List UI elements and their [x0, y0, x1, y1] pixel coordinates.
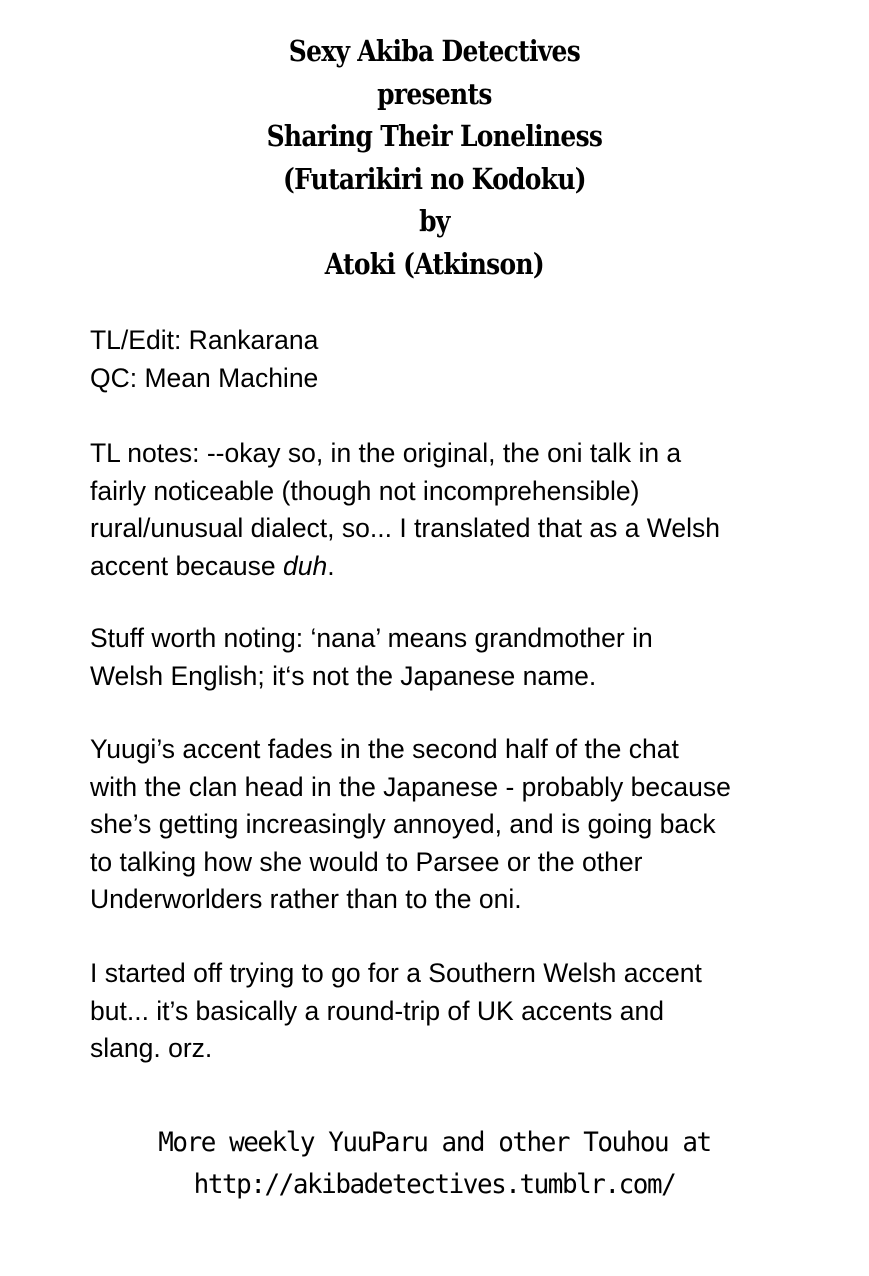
paragraph-line: but... it’s basically a round-trip of UK accents and	[90, 995, 664, 1026]
work-title: Sharing Their Loneliness	[266, 119, 603, 153]
paragraph-line: TL notes: --okay so, in the original, the oni talk in a	[90, 438, 682, 468]
group-name: Sexy Akiba Detectives	[288, 34, 581, 68]
yuugi-accent-paragraph	[90, 731, 810, 919]
by-label: by	[419, 204, 450, 238]
welsh-accent-paragraph	[90, 955, 810, 1068]
credit-tl-edit: TL/Edit: Rankarana	[90, 325, 319, 355]
paragraph-line: with the clan head in the Japanese - probably because	[90, 771, 731, 802]
author-name: Atoki (Atkinson)	[324, 246, 545, 281]
paragraph-line: I started off trying to go for a Southern Welsh accent	[90, 958, 702, 988]
paragraph-line: Stuff worth noting: ‘nana’ means grandmother in	[90, 623, 653, 653]
paragraph-line: to talking how she would to Parsee or the other	[90, 846, 643, 877]
footer-promo	[17, 1122, 851, 1206]
paragraph-text: accent because	[90, 550, 283, 581]
paragraph-line: rural/unusual dialect, so... I translated that as a Welsh	[90, 513, 720, 543]
paragraph-line: Yuugi’s accent fades in the second half of the chat	[90, 734, 679, 764]
paragraph-text: .	[327, 550, 335, 581]
paragraph-line: slang. orz.	[90, 1033, 213, 1063]
presents-label: presents	[377, 76, 492, 111]
footer-promo-text: More weekly YuuParu and other Touhou at	[158, 1127, 711, 1158]
paragraph-line: she’s getting increasingly annoyed, and is going back	[90, 809, 716, 839]
paragraph-line: Welsh English; it‘s not the Japanese name.	[90, 660, 597, 691]
credits-section	[90, 322, 810, 397]
paragraph-line: Underworlders rather than to the oni.	[90, 884, 522, 914]
emphasis-text: duh	[283, 550, 328, 581]
stuff-worth-noting-paragraph	[90, 620, 810, 695]
title-block	[61, 30, 808, 285]
tl-notes-paragraph	[90, 435, 810, 585]
paragraph-line	[90, 548, 810, 586]
credit-qc: QC: Mean Machine	[90, 362, 319, 393]
work-original-title: (Futarikiri no Kodoku)	[282, 161, 586, 196]
footer-url: http://akibadetectives.tumblr.com/	[193, 1169, 676, 1200]
paragraph-line: fairly noticeable (though not incomprehensible)	[90, 475, 640, 506]
